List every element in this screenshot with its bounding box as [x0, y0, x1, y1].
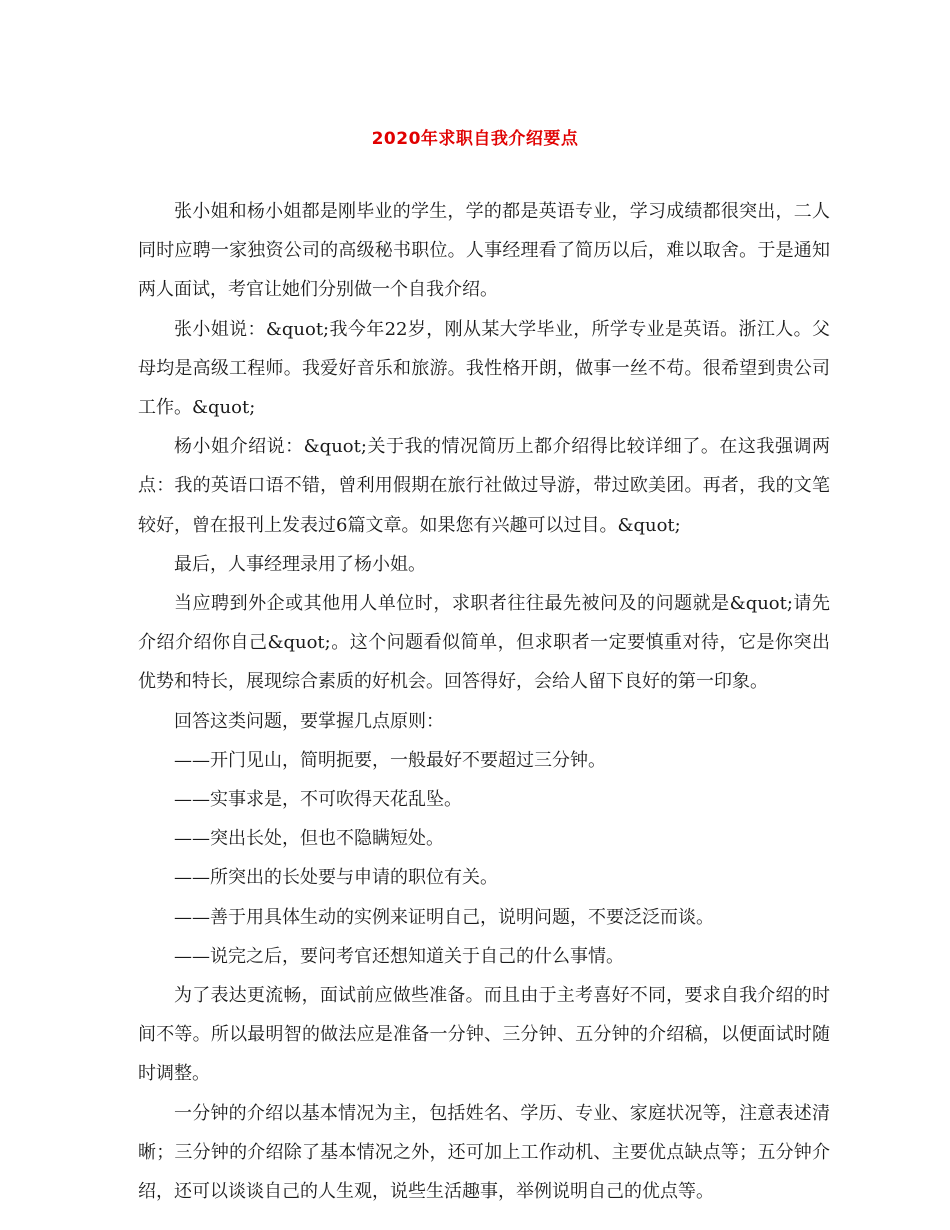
paragraph-principles-heading: 回答这类问题，要掌握几点原则：	[174, 710, 444, 732]
list-item-principle-6: ——说完之后，要问考官还想知道关于自己的什么事情。	[174, 945, 624, 967]
paragraph-zhang-intro: 张小姐说：&quot;我今年22岁，刚从某大学毕业，所学专业是英语。浙江人。父母均是高级工程师。我爱好音乐和旅游。我性格开朗，做事一丝不苟。很希望到贵公司工作。&quot;	[138, 318, 830, 419]
paragraph-duration-tips: 一分钟的介绍以基本情况为主，包括姓名、学历、专业、家庭状况等，注意表述清晰；三分钟的介绍除了基本情况之外，还可加上工作动机、主要优点缺点等；五分钟介绍，还可以谈谈自己的人生观，说些生活趣事，举例说明自己的优点等。	[138, 1102, 830, 1203]
paragraph-preparation: 为了表达更流畅，面试前应做些准备。而且由于主考喜好不同，要求自我介绍的时间不等。所以最明智的做法应是准备一分钟、三分钟、五分钟的介绍稿，以便面试时随时调整。	[138, 985, 830, 1085]
paragraph-yang-intro: 杨小姐介绍说：&quot;关于我的情况简历上都介绍得比较详细了。在这我强调两点：我的英语口语不错，曾利用假期在旅行社做过导游，带过欧美团。再者，我的文笔较好，曾在报刊上发表过6篇文章。如果您有兴趣可以过目。&quot;	[138, 436, 830, 536]
paragraph-result: 最后，人事经理录用了杨小姐。	[174, 553, 426, 575]
paragraph-first-question: 当应聘到外企或其他用人单位时，求职者往往最先被问及的问题就是&quot;请先介绍介绍你自己&quot;。这个问题看似简单，但求职者一定要慎重对待，它是你突出优势和特长，展现综合素质的好机会。回答得好，会给人留下良好的第一印象。	[138, 593, 830, 693]
paragraph-intro-story: 张小姐和杨小姐都是刚毕业的学生，学的都是英语专业，学习成绩都很突出，二人同时应聘一家独资公司的高级秘书职位。人事经理看了简历以后，难以取舍。于是通知两人面试，考官让她们分别做一个自我介绍。	[138, 201, 830, 301]
list-item-principle-5: ——善于用具体生动的实例来证明自己，说明问题，不要泛泛而谈。	[174, 906, 714, 928]
list-item-principle-2: ——实事求是，不可吹得天花乱坠。	[174, 789, 462, 811]
list-item-principle-4: ——所突出的长处要与申请的职位有关。	[174, 867, 498, 889]
document-body	[138, 192, 830, 1211]
document-title: 2020年求职自我介绍要点	[371, 129, 579, 149]
list-item-principle-3: ——突出长处，但也不隐瞒短处。	[174, 828, 444, 850]
list-item-principle-1: ——开门见山，简明扼要，一般最好不要超过三分钟。	[174, 749, 606, 771]
